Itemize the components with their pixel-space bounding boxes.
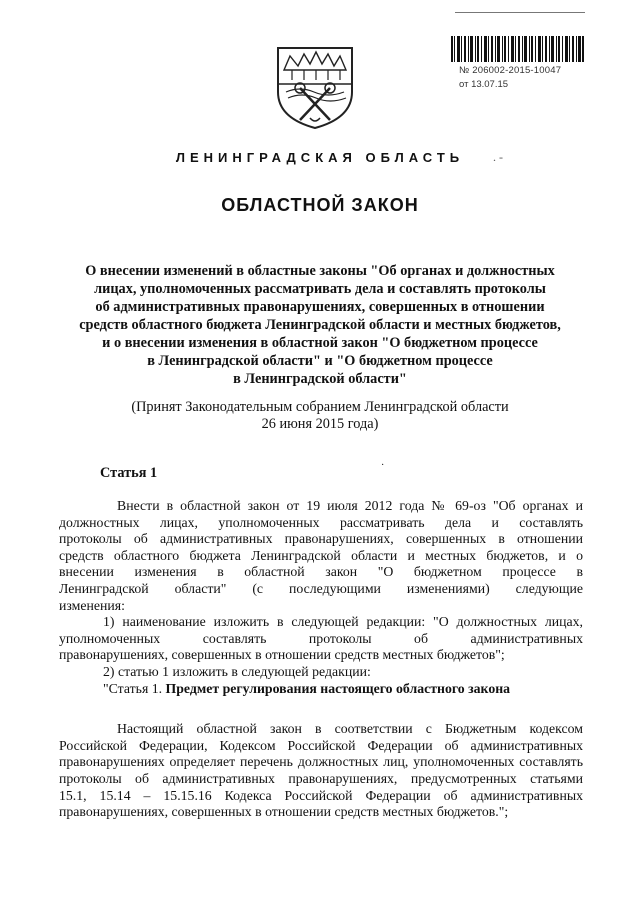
quoted-article-heading [59, 681, 583, 698]
body-line: протоколы об административных правонарушениях, предусмотренных статьями [59, 770, 583, 786]
law-subject-title [60, 262, 580, 388]
adoption-line: (Принят Законодательным собранием Ленинградской области [131, 399, 509, 415]
body-line: внесении изменения в областной закон "О бюджетном процессе в [59, 564, 583, 580]
subject-line: об административных правонарушениях, совершенных в отношении [95, 299, 545, 315]
body-line: Российской Федерации, Кодексом Российской Федерации об административных [59, 737, 583, 753]
subject-line: в Ленинградской области" и "О бюджетном процессе [147, 353, 493, 369]
body-line: средств областного бюджета Ленинградской области и местных бюджетов, и о [59, 547, 583, 563]
body-line: протоколы об административных правонарушениях, совершенных в отношении [59, 531, 583, 547]
body-line: уполномоченных составлять протоколы об административных [59, 630, 583, 646]
quoted-article-title: Предмет регулирования настоящего областного закона [165, 680, 511, 696]
subject-line: средств областного бюджета Ленинградской области и местных бюджетов, [79, 317, 561, 333]
scan-speck: · [381, 460, 385, 471]
adoption-line: 26 июня 2015 года) [261, 416, 379, 432]
body-line: правонарушениях определяет перечень должностных лиц, уполномоченных составлять [59, 754, 583, 770]
body-line: Ленинградской области" (с последующими изменениями) следующие [59, 580, 583, 596]
body-line: правонарушениях, совершенных в отношении средств местных бюджетов."; [59, 804, 509, 820]
body-line: 1) наименование изложить в следующей редакции: "О должностных лицах, [103, 614, 583, 630]
body-line: Настоящий областной закон в соответствии с Бюджетным кодексом [117, 721, 583, 737]
body-line: 2) статью 1 изложить в следующей редакции: [103, 663, 371, 679]
barcode-icon [451, 36, 584, 62]
document-type-title: ОБЛАСТНОЙ ЗАКОН [221, 195, 419, 215]
paragraph-gap [59, 697, 583, 721]
body-line: 15.1, 15.14 – 15.15.16 Кодекса Российской Федерации об административных [59, 787, 583, 803]
body-line: должностных лицах, уполномоченных рассматривать дела и составлять [59, 514, 583, 530]
subject-line: О внесении изменений в областные законы "Об органах и должностных [85, 263, 555, 279]
registration-number: № 206002-2015-10047 [459, 65, 562, 76]
leningrad-oblast-coat-of-arms-icon [270, 40, 360, 132]
region-heading: ЛЕНИНГРАДСКАЯ ОБЛАСТЬ [175, 150, 465, 165]
subject-line: в Ленинградской области" [233, 371, 407, 387]
body-line: Внести в областной закон от 19 июля 2012 года № 69-оз "Об органах и [117, 498, 583, 513]
body-line: изменения: [59, 597, 125, 613]
subject-line: лицах, уполномоченных рассматривать дела и составлять протоколы [94, 281, 546, 297]
scan-top-line [455, 12, 585, 13]
article-body [59, 498, 583, 821]
article-heading: Статья 1 [100, 465, 158, 481]
body-line: правонарушениях, совершенных в отношении средств местных бюджетов"; [59, 647, 505, 663]
subject-line: и о внесении изменения в областной закон "О бюджетном процессе [102, 335, 538, 351]
registration-date: от 13.07.15 [459, 79, 509, 90]
scan-marks: . - [493, 150, 503, 164]
quoted-article-prefix: "Статья 1. [103, 680, 166, 696]
adoption-note [60, 399, 580, 433]
